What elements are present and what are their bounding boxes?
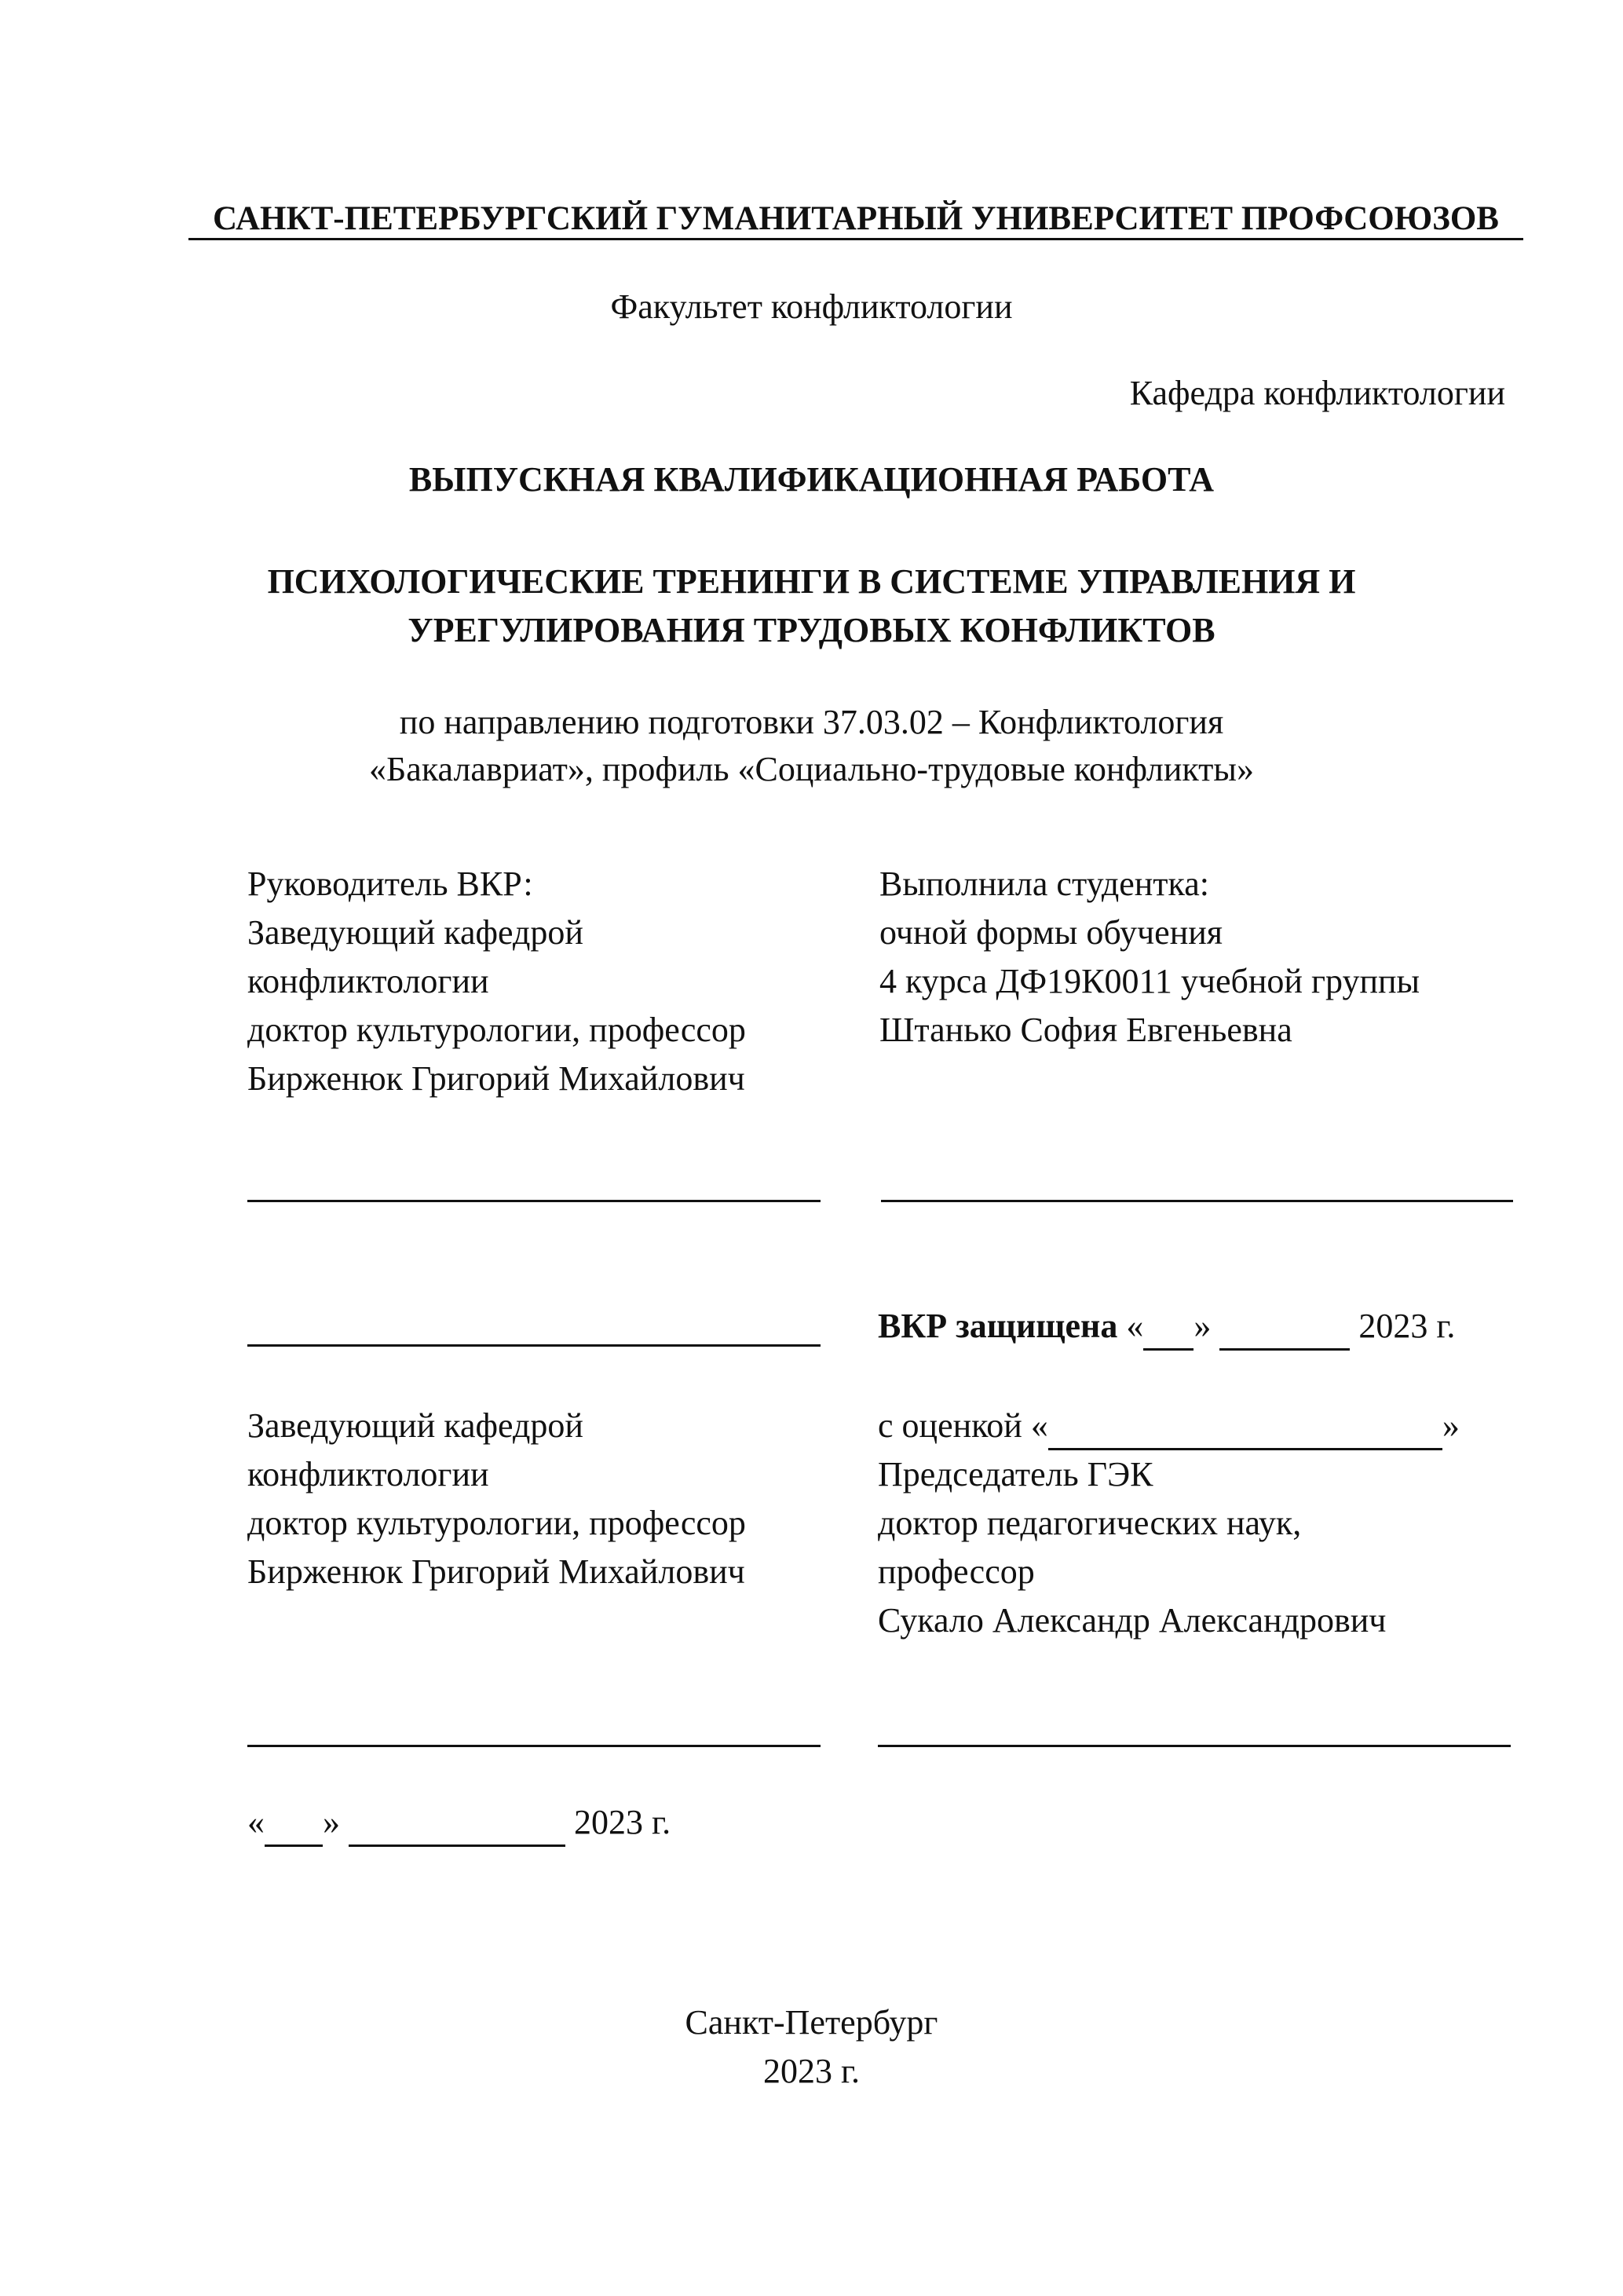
city: Санкт-Петербург bbox=[685, 2003, 938, 2042]
date-month-blank bbox=[349, 1799, 565, 1847]
date-day-blank bbox=[265, 1799, 323, 1847]
thesis-title-line-2: УРЕГУЛИРОВАНИЯ ТРУДОВЫХ КОНФЛИКТОВ bbox=[408, 611, 1215, 649]
defense-day-blank bbox=[1143, 1300, 1193, 1351]
supervisor-position: Заведующий кафедрой bbox=[247, 913, 583, 952]
approval-date-line bbox=[247, 1798, 671, 1847]
head-position: Заведующий кафедрой bbox=[247, 1406, 583, 1445]
grade-suffix: » bbox=[1442, 1406, 1460, 1445]
thesis-title bbox=[0, 558, 1623, 655]
student-label: Выполнила студентка: bbox=[879, 865, 1209, 903]
work-type-heading: ВЫПУСКНАЯ КВАЛИФИКАЦИОННАЯ РАБОТА bbox=[408, 460, 1215, 499]
chair-rank: профессор bbox=[878, 1552, 1035, 1591]
student-block bbox=[879, 860, 1420, 1055]
student-signature-line bbox=[881, 1200, 1513, 1202]
defense-label: ВКР защищена bbox=[878, 1307, 1118, 1345]
study-direction-line-2: «Бакалавриат», профиль «Социально-трудовые конфликты» bbox=[369, 750, 1254, 788]
grade-block bbox=[878, 1402, 1460, 1645]
grade-prefix: с оценкой « bbox=[878, 1406, 1048, 1445]
date-year: 2023 г. bbox=[574, 1803, 671, 1841]
chair-signature-line bbox=[878, 1745, 1511, 1747]
study-direction bbox=[0, 699, 1623, 793]
department-name: Кафедра конфликтологии bbox=[1129, 374, 1505, 412]
study-direction-line-1: по направлению подготовки 37.03.02 – Конфликтология bbox=[399, 703, 1224, 741]
student-group: 4 курса ДФ19К0011 учебной группы bbox=[879, 962, 1420, 1000]
chair-title: Председатель ГЭК bbox=[878, 1455, 1153, 1493]
student-study-form: очной формы обучения bbox=[879, 913, 1223, 952]
defense-date-line bbox=[878, 1300, 1455, 1351]
thesis-title-line-1: ПСИХОЛОГИЧЕСКИЕ ТРЕНИНГИ В СИСТЕМЕ УПРАВЛЕНИЯ И bbox=[267, 562, 1356, 601]
supervisor-label: Руководитель ВКР: bbox=[247, 865, 533, 903]
supervisor-signature-line bbox=[247, 1200, 821, 1202]
head-approval-signature-line bbox=[247, 1344, 821, 1347]
grade-line bbox=[878, 1402, 1460, 1450]
head-block bbox=[247, 1402, 746, 1596]
supervisor-name: Бирженюк Григорий Михайлович bbox=[247, 1059, 745, 1098]
faculty-name: Факультет конфликтологии bbox=[610, 287, 1013, 326]
date-open-quote: « bbox=[247, 1803, 265, 1841]
date-close-quote: » bbox=[323, 1803, 340, 1841]
head-department: конфликтологии bbox=[247, 1455, 489, 1493]
head-degree: доктор культурологии, профессор bbox=[247, 1504, 746, 1542]
defense-close-quote: » bbox=[1193, 1307, 1212, 1345]
year: 2023 г. bbox=[762, 2052, 861, 2090]
university-name: САНКТ-ПЕТЕРБУРГСКИЙ ГУМАНИТАРНЫЙ УНИВЕРСИТЕТ ПРОФСОЮЗОВ bbox=[213, 200, 1499, 237]
head-name: Бирженюк Григорий Михайлович bbox=[247, 1552, 745, 1591]
defense-month-blank bbox=[1219, 1300, 1350, 1351]
supervisor-block bbox=[247, 860, 746, 1103]
grade-blank bbox=[1048, 1402, 1442, 1450]
chair-degree: доктор педагогических наук, bbox=[878, 1504, 1302, 1542]
university-underline bbox=[188, 238, 1523, 240]
defense-open-quote: « bbox=[1126, 1307, 1144, 1345]
chair-name: Сукало Александр Александрович bbox=[878, 1601, 1387, 1640]
student-name: Штанько София Евгеньевна bbox=[879, 1011, 1292, 1049]
head-signature-line bbox=[247, 1745, 821, 1747]
defense-year: 2023 г. bbox=[1358, 1307, 1456, 1345]
supervisor-degree: доктор культурологии, профессор bbox=[247, 1011, 746, 1049]
supervisor-department: конфликтологии bbox=[247, 962, 489, 1000]
